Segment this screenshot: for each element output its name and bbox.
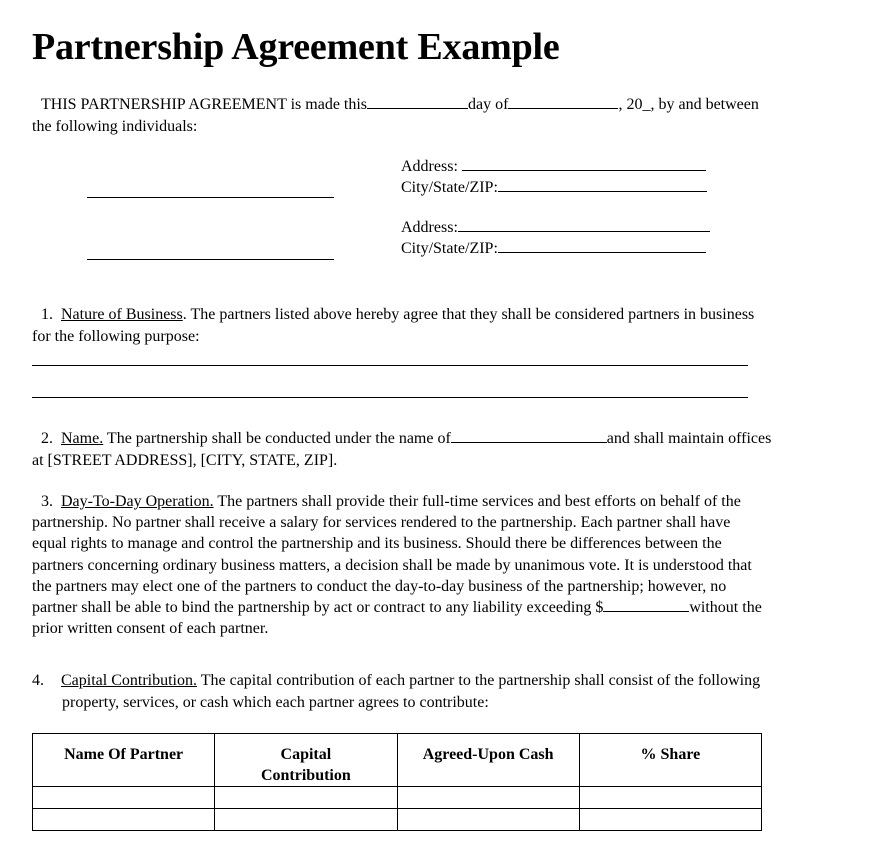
section-nature-text-1: . The partners listed above hereby agree that they shall be considered partners in business xyxy=(182,306,755,323)
section-nature-text-2: for the following purpose: xyxy=(32,327,200,345)
header-percent-share: % Share xyxy=(579,734,761,787)
section-operation-line-5: the partners may elect one of the partners to conduct the day-to-day business of the partnership; however, no xyxy=(32,577,727,595)
section-name-text-1: The partnership shall be conducted under the name of xyxy=(103,430,451,447)
section-nature xyxy=(32,304,872,347)
table-cell[interactable] xyxy=(215,787,397,809)
partner-2-address-label: Address: xyxy=(401,219,458,236)
partnership-name-blank[interactable] xyxy=(451,428,607,443)
table-cell[interactable] xyxy=(579,809,761,831)
table-row xyxy=(33,809,762,831)
liability-amount-blank[interactable] xyxy=(603,597,689,612)
partner-2-city-blank[interactable] xyxy=(498,238,706,253)
section-capital-number: 4. xyxy=(32,672,44,689)
capital-contribution-table xyxy=(32,733,762,831)
section-name-text-3: at [STREET ADDRESS], [CITY, STATE, ZIP]. xyxy=(32,451,338,469)
partner-1-address-line xyxy=(401,156,706,177)
header-name-of-partner: Name Of Partner xyxy=(33,734,215,787)
section-operation-line-1: The partners shall provide their full-time services and best efforts on behalf of the xyxy=(213,493,741,510)
partner-1-city-label: City/State/ZIP: xyxy=(401,179,498,196)
header-agreed-upon-cash: Agreed-Upon Cash xyxy=(397,734,579,787)
section-name xyxy=(32,428,872,471)
table-cell[interactable] xyxy=(33,809,215,831)
section-capital-text-1: The capital contribution of each partner to the partnership shall consist of the following xyxy=(197,672,761,689)
intro-text-1: THIS PARTNERSHIP AGREEMENT is made this xyxy=(41,96,368,113)
document-title: Partnership Agreement Example xyxy=(32,26,560,68)
section-name-number: 2. xyxy=(41,430,53,447)
table-cell[interactable] xyxy=(215,809,397,831)
partner-1-name-line[interactable] xyxy=(87,197,334,198)
section-operation-heading: Day-To-Day Operation. xyxy=(61,493,214,510)
partner-1-address-label: Address: xyxy=(401,158,458,175)
section-operation-line-3: equal rights to manage and control the partnership and its business. Should there be differences between the xyxy=(32,535,722,553)
purpose-line-2[interactable] xyxy=(32,397,748,398)
table-header-row xyxy=(33,734,762,787)
table-cell[interactable] xyxy=(397,809,579,831)
section-capital xyxy=(32,670,882,714)
section-operation-line-4: partners concerning ordinary business matters, a decision shall be made by unanimous vote. It is understood that xyxy=(32,556,752,574)
partner-1-address-blank[interactable] xyxy=(462,156,706,171)
day-blank[interactable] xyxy=(367,94,468,109)
section-name-text-2: and shall maintain offices xyxy=(606,430,772,447)
section-operation-line-6: partner shall be able to bind the partnership by act or contract to any liability exceeding $ xyxy=(32,599,604,617)
header-capital-contribution-text: Capital Contribution xyxy=(260,746,351,784)
section-name-heading: Name. xyxy=(61,430,104,447)
partner-2-address-blank[interactable] xyxy=(458,217,710,232)
section-nature-number: 1. xyxy=(41,306,53,323)
section-operation-line-7: prior written consent of each partner. xyxy=(32,620,269,638)
section-nature-heading: Nature of Business xyxy=(61,306,183,323)
header-capital-contribution xyxy=(215,734,397,787)
partner-1-city-line xyxy=(401,177,707,198)
section-operation xyxy=(32,491,872,639)
intro-text-4: the following individuals: xyxy=(32,117,198,135)
month-blank[interactable] xyxy=(508,94,618,109)
partner-2-address-line xyxy=(401,217,710,238)
section-operation-line-6b: without the xyxy=(689,599,762,617)
partner-2-name-line[interactable] xyxy=(87,259,334,260)
table-cell[interactable] xyxy=(397,787,579,809)
table-row xyxy=(33,787,762,809)
section-operation-line-2: partnership. No partner shall receive a salary for services rendered to the partnership. Each partner shall have xyxy=(32,514,731,532)
section-operation-number: 3. xyxy=(41,493,53,510)
partner-2-city-label: City/State/ZIP: xyxy=(401,240,498,257)
intro-paragraph xyxy=(32,94,872,137)
intro-text-2: day of xyxy=(468,96,509,113)
section-capital-text-2: property, services, or cash which each partner agrees to contribute: xyxy=(62,694,489,711)
section-capital-heading: Capital Contribution. xyxy=(61,672,197,689)
partner-2-city-line xyxy=(401,238,706,259)
purpose-line-1[interactable] xyxy=(32,365,748,366)
intro-text-3: , 20_, by and between xyxy=(618,96,759,113)
partner-1-city-blank[interactable] xyxy=(498,177,707,192)
table-cell[interactable] xyxy=(33,787,215,809)
table-cell[interactable] xyxy=(579,787,761,809)
